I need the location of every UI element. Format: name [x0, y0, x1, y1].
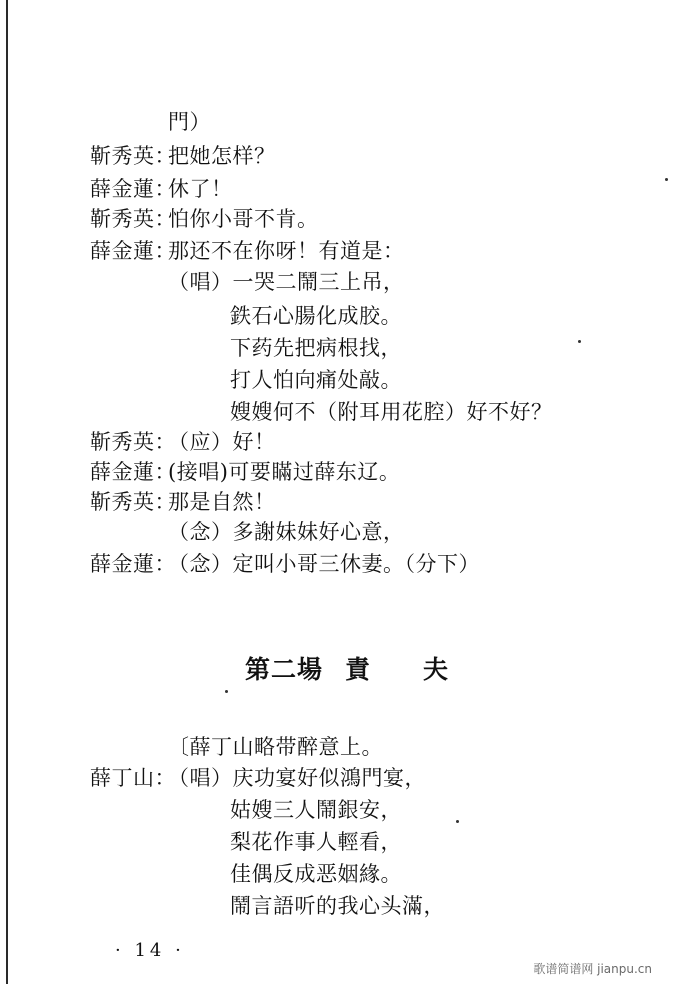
scan-speck	[578, 340, 581, 343]
line-text: 鬧言語听的我心头滿，	[230, 894, 445, 918]
line-text: （念）多謝妹妹好心意，	[168, 520, 405, 544]
line-text: （念）定叫小哥三休妻。（分下）	[168, 552, 480, 576]
scan-speck	[225, 690, 228, 693]
speaker-label: 靳秀英：	[90, 144, 176, 168]
line-text: 把她怎样？	[168, 144, 276, 168]
line-text: 鉄石心腸化成胶。	[230, 304, 402, 328]
scene-title-word: 責	[345, 655, 372, 684]
line-text: 那是自然！	[168, 490, 276, 514]
line-text: 怕你小哥不肯。	[168, 207, 319, 231]
watermark: 歌谱简谱网 jianpu.cn	[533, 962, 652, 976]
scene-title-word: 夫	[423, 655, 450, 684]
line-text: 嫂嫂何不（附耳用花腔）好不好？	[230, 400, 553, 424]
stage-direction: 〔薛丁山略带醉意上。	[168, 735, 383, 759]
line-text: 休了！	[168, 177, 233, 201]
speaker-label: 薛金蓮：	[90, 552, 176, 576]
line-text: （唱）一哭二鬧三上吊，	[168, 270, 405, 294]
speaker-label: 靳秀英：	[90, 430, 176, 454]
line-text: 打人怕向痛处敲。	[230, 368, 402, 392]
line-text: 佳偶反成恶姻緣。	[230, 862, 402, 886]
speaker-label: 薛金蓮：	[90, 239, 176, 263]
line-text: 梨花作事人輕看，	[230, 830, 402, 854]
scan-speck	[456, 820, 459, 823]
line-text: 那还不在你呀！有道是：	[168, 239, 405, 263]
page-number: · 14 ·	[115, 940, 185, 961]
line-text: 姑嫂三人鬧銀安，	[230, 798, 402, 822]
line-text: 門）	[168, 110, 211, 134]
scene-title	[245, 650, 449, 686]
speaker-label: 薛丁山：	[90, 766, 176, 790]
speaker-label: 靳秀英：	[90, 207, 176, 231]
line-text: （唱）庆功宴好似鴻門宴，	[168, 766, 426, 790]
line-text: 下药先把病根找，	[230, 336, 402, 360]
scene-number: 第二場	[245, 655, 324, 684]
speaker-label: 靳秀英：	[90, 490, 176, 514]
line-text: （应）好！	[168, 430, 276, 454]
speaker-label: 薛金蓮：	[90, 460, 176, 484]
page-edge-line	[6, 0, 8, 984]
scan-speck	[665, 178, 668, 181]
speaker-label: 薛金蓮：	[90, 177, 176, 201]
line-text: (接唱)可要瞞过薛东辽。	[168, 460, 401, 484]
